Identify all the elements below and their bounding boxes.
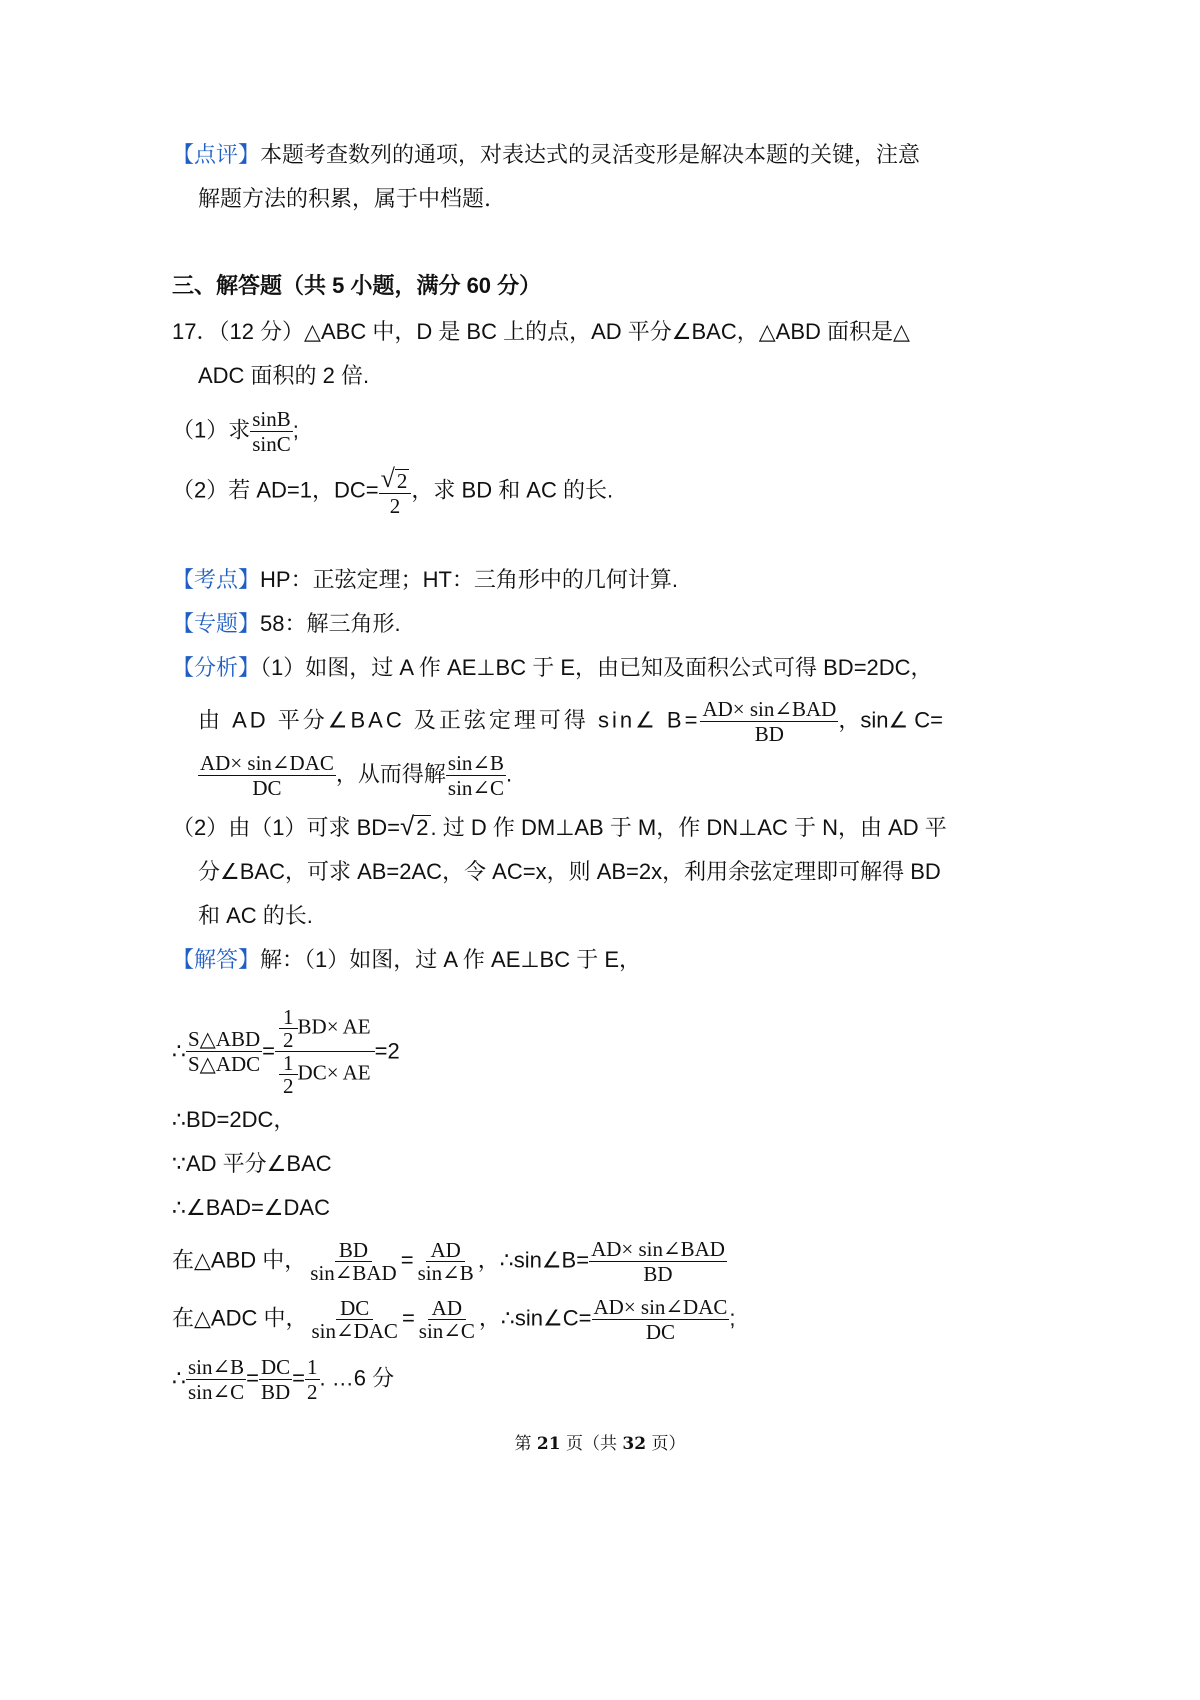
step6-mid: ，∴sin∠C= — [478, 1305, 592, 1331]
step6-frac-1-num: DC — [336, 1297, 373, 1320]
step7-end: . …6 分 — [319, 1365, 395, 1391]
fenxi-text-3-mid: ，从而得解 — [335, 761, 446, 787]
footer-prefix: 第 — [514, 1434, 537, 1454]
step1-area-den: S△ADC — [188, 1052, 261, 1077]
fenxi-frac-sinb — [700, 698, 838, 745]
kaodian-tag: 【考点】 — [172, 567, 261, 592]
step1-area-ratio — [186, 1028, 262, 1075]
q1-fraction — [250, 408, 293, 455]
q2-fraction — [379, 466, 412, 517]
half-top-den: 2 — [283, 1028, 294, 1053]
step7-frac-1 — [186, 1356, 246, 1403]
step7-frac-1-num: sin∠B — [188, 1355, 245, 1379]
step6-frac-3-num: AD× sin∠DAC — [593, 1295, 728, 1319]
step6-frac-3-den: DC — [645, 1320, 676, 1345]
step5-frac-1-den: sin∠BAD — [310, 1261, 397, 1286]
problem-q1 — [172, 408, 299, 455]
fenxi-frac-ratio-num: sin∠B — [447, 751, 504, 775]
jieda-line-1 — [172, 944, 641, 976]
kaodian-line — [172, 564, 678, 596]
step1-formula-num-rest: BD× AE — [297, 1014, 371, 1039]
step6-frac-2 — [415, 1297, 479, 1342]
step5-frac-3-den: BD — [643, 1262, 673, 1287]
footer-mid: 页（共 — [560, 1434, 623, 1454]
q2-prefix: （2）若 AD=1，DC= — [172, 477, 379, 503]
q2-suffix: ，求 BD 和 AC 的长. — [411, 477, 614, 503]
jieda-step-3: ∵AD 平分∠BAC — [172, 1151, 332, 1176]
fenxi-line-4 — [172, 812, 947, 844]
step6-prefix: 在△ADC 中， — [172, 1305, 308, 1331]
step5-frac-2-den: sin∠B — [417, 1261, 474, 1286]
step1-eq: = — [262, 1038, 276, 1064]
q2-den: 2 — [389, 494, 401, 518]
step5-frac-1 — [306, 1239, 400, 1284]
jieda-step-2: ∴BD=2DC， — [172, 1107, 296, 1132]
step5-mid: ，∴sin∠B= — [477, 1247, 590, 1273]
step1-prefix: ∴ — [172, 1038, 186, 1064]
step6-frac-1-den: sin∠DAC — [311, 1319, 398, 1344]
fenxi-line-5: 分∠BAC，可求 AB=2AC，令 AC=x，则 AB=2x，利用余弦定理即可解得 BD — [198, 859, 941, 884]
step6-eq: = — [401, 1305, 415, 1331]
step6-end: ; — [729, 1305, 736, 1331]
step7-frac-1-den: sin∠C — [188, 1380, 245, 1405]
q2-sqrt — [381, 466, 410, 492]
zhuanti-text: 58：解三角形. — [260, 611, 401, 636]
fenxi-sqrt — [400, 813, 431, 839]
fenxi-text-4-prefix: （2）由（1）可求 BD= — [172, 815, 400, 840]
step7-frac-3-num: 1 — [307, 1355, 318, 1379]
review-line-2: 解题方法的积累，属于中档题. — [198, 187, 491, 212]
fenxi-frac-sinb-num: AD× sin∠BAD — [702, 697, 837, 721]
jieda-step-6 — [172, 1296, 736, 1343]
step1-formula-num — [275, 1006, 375, 1052]
review-text-1: 本题考查数列的通项，对表达式的灵活变形是解决本题的关键，注意 — [260, 143, 921, 168]
step7-frac-2 — [259, 1356, 292, 1403]
step6-frac-2-den: sin∠C — [418, 1319, 475, 1344]
fenxi-frac-sinb-den: BD — [754, 722, 784, 747]
fenxi-text-4-suffix: . 过 D 作 DM⊥AB 于 M，作 DN⊥AC 于 N，由 AD 平 — [430, 815, 947, 840]
page-footer — [0, 1428, 1200, 1460]
fenxi-frac-ratio-den: sin∠C — [447, 776, 504, 801]
step5-frac-3-num: AD× sin∠BAD — [591, 1237, 725, 1261]
step1-area-num: S△ABD — [188, 1027, 261, 1052]
jieda-text-1: 解：（1）如图，过 A 作 AE⊥BC 于 E， — [260, 947, 642, 972]
fenxi-text-2-mid: ，sin∠ C= — [838, 707, 944, 733]
half-bottom-num: 1 — [279, 1052, 298, 1075]
step6-frac-3 — [592, 1296, 730, 1343]
step7-frac-3-den: 2 — [307, 1380, 318, 1405]
section-title: 三、解答题（共 5 小题，满分 60 分） — [172, 273, 542, 298]
jieda-step-1 — [172, 1006, 400, 1097]
footer-suffix: 页） — [646, 1434, 686, 1454]
q1-suffix: ; — [292, 417, 299, 443]
review-line-1 — [172, 140, 920, 172]
kaodian-text: HP：正弦定理；HT：三角形中的几何计算. — [260, 567, 679, 592]
step7-frac-2-num: DC — [260, 1355, 291, 1379]
fenxi-frac-sinc-num: AD× sin∠DAC — [200, 751, 334, 775]
fenxi-line-6: 和 AC 的长. — [198, 903, 313, 928]
step5-frac-2 — [414, 1239, 478, 1284]
step1-formula-den — [275, 1052, 375, 1097]
fenxi-line-2 — [198, 698, 943, 745]
fenxi-text-3-end: . — [506, 761, 513, 787]
sqrt-sign: √ — [380, 464, 395, 493]
step1-formula-den-rest: DC× AE — [297, 1060, 371, 1085]
step1-half-bottom — [279, 1052, 298, 1097]
problem-line-2: ADC 面积的 2 倍. — [198, 363, 370, 388]
fenxi-frac-ratio — [446, 752, 506, 799]
q1-num: sinB — [252, 407, 291, 431]
step5-eq: = — [400, 1247, 414, 1273]
step5-frac-1-num: BD — [335, 1239, 372, 1262]
jieda-step-7 — [172, 1356, 394, 1403]
jieda-step-4: ∴∠BAD=∠DAC — [172, 1195, 330, 1220]
half-top-num: 1 — [279, 1006, 298, 1029]
jieda-step-5 — [172, 1238, 727, 1285]
problem-q2 — [172, 466, 613, 517]
q2-sqrt-value: 2 — [396, 468, 408, 493]
sqrt-sign: √ — [400, 811, 415, 841]
step6-frac-2-num: AD — [428, 1297, 466, 1320]
step5-prefix: 在△ABD 中， — [172, 1247, 307, 1273]
step7-frac-3 — [305, 1356, 320, 1403]
fenxi-tag: 【分析】 — [172, 655, 261, 680]
q1-prefix: （1）求 — [172, 417, 251, 443]
step5-frac-2-num: AD — [426, 1239, 464, 1262]
step1-half-top — [279, 1006, 298, 1051]
footer-page-number: 21 — [536, 1434, 561, 1454]
fenxi-text-2: 由 AD 平分∠BAC 及正弦定理可得 sin∠ B= — [198, 707, 701, 733]
fenxi-line-1 — [172, 652, 933, 684]
step1-result: =2 — [374, 1038, 400, 1064]
fenxi-frac-sinc-den: DC — [252, 776, 282, 801]
zhuanti-line — [172, 608, 401, 640]
step5-frac-3 — [589, 1238, 727, 1285]
fenxi-line-3 — [198, 752, 512, 799]
q2-num — [379, 466, 412, 494]
fenxi-frac-sinc — [198, 752, 336, 799]
problem-line-1: 17．（12 分）△ABC 中，D 是 BC 上的点，AD 平分∠BAC，△ABD 面积是△ — [172, 319, 910, 344]
review-tag: 【点评】 — [172, 143, 261, 168]
fenxi-text-1: （1）如图，过 A 作 AE⊥BC 于 E，由已知及面积公式可得 BD=2DC， — [260, 655, 933, 680]
q1-den: sinC — [252, 432, 291, 457]
step6-frac-1 — [307, 1297, 401, 1342]
footer-total-pages: 32 — [622, 1434, 647, 1454]
zhuanti-tag: 【专题】 — [172, 611, 261, 636]
step7-frac-2-den: BD — [260, 1380, 291, 1405]
jieda-tag: 【解答】 — [172, 947, 261, 972]
half-bottom-den: 2 — [283, 1074, 294, 1099]
fenxi-sqrt-value: 2 — [416, 814, 429, 840]
step7-eq-2: = — [292, 1365, 306, 1391]
step7-eq-1: = — [246, 1365, 259, 1391]
step1-formula-ratio — [275, 1006, 375, 1097]
step7-prefix: ∴ — [172, 1365, 186, 1391]
